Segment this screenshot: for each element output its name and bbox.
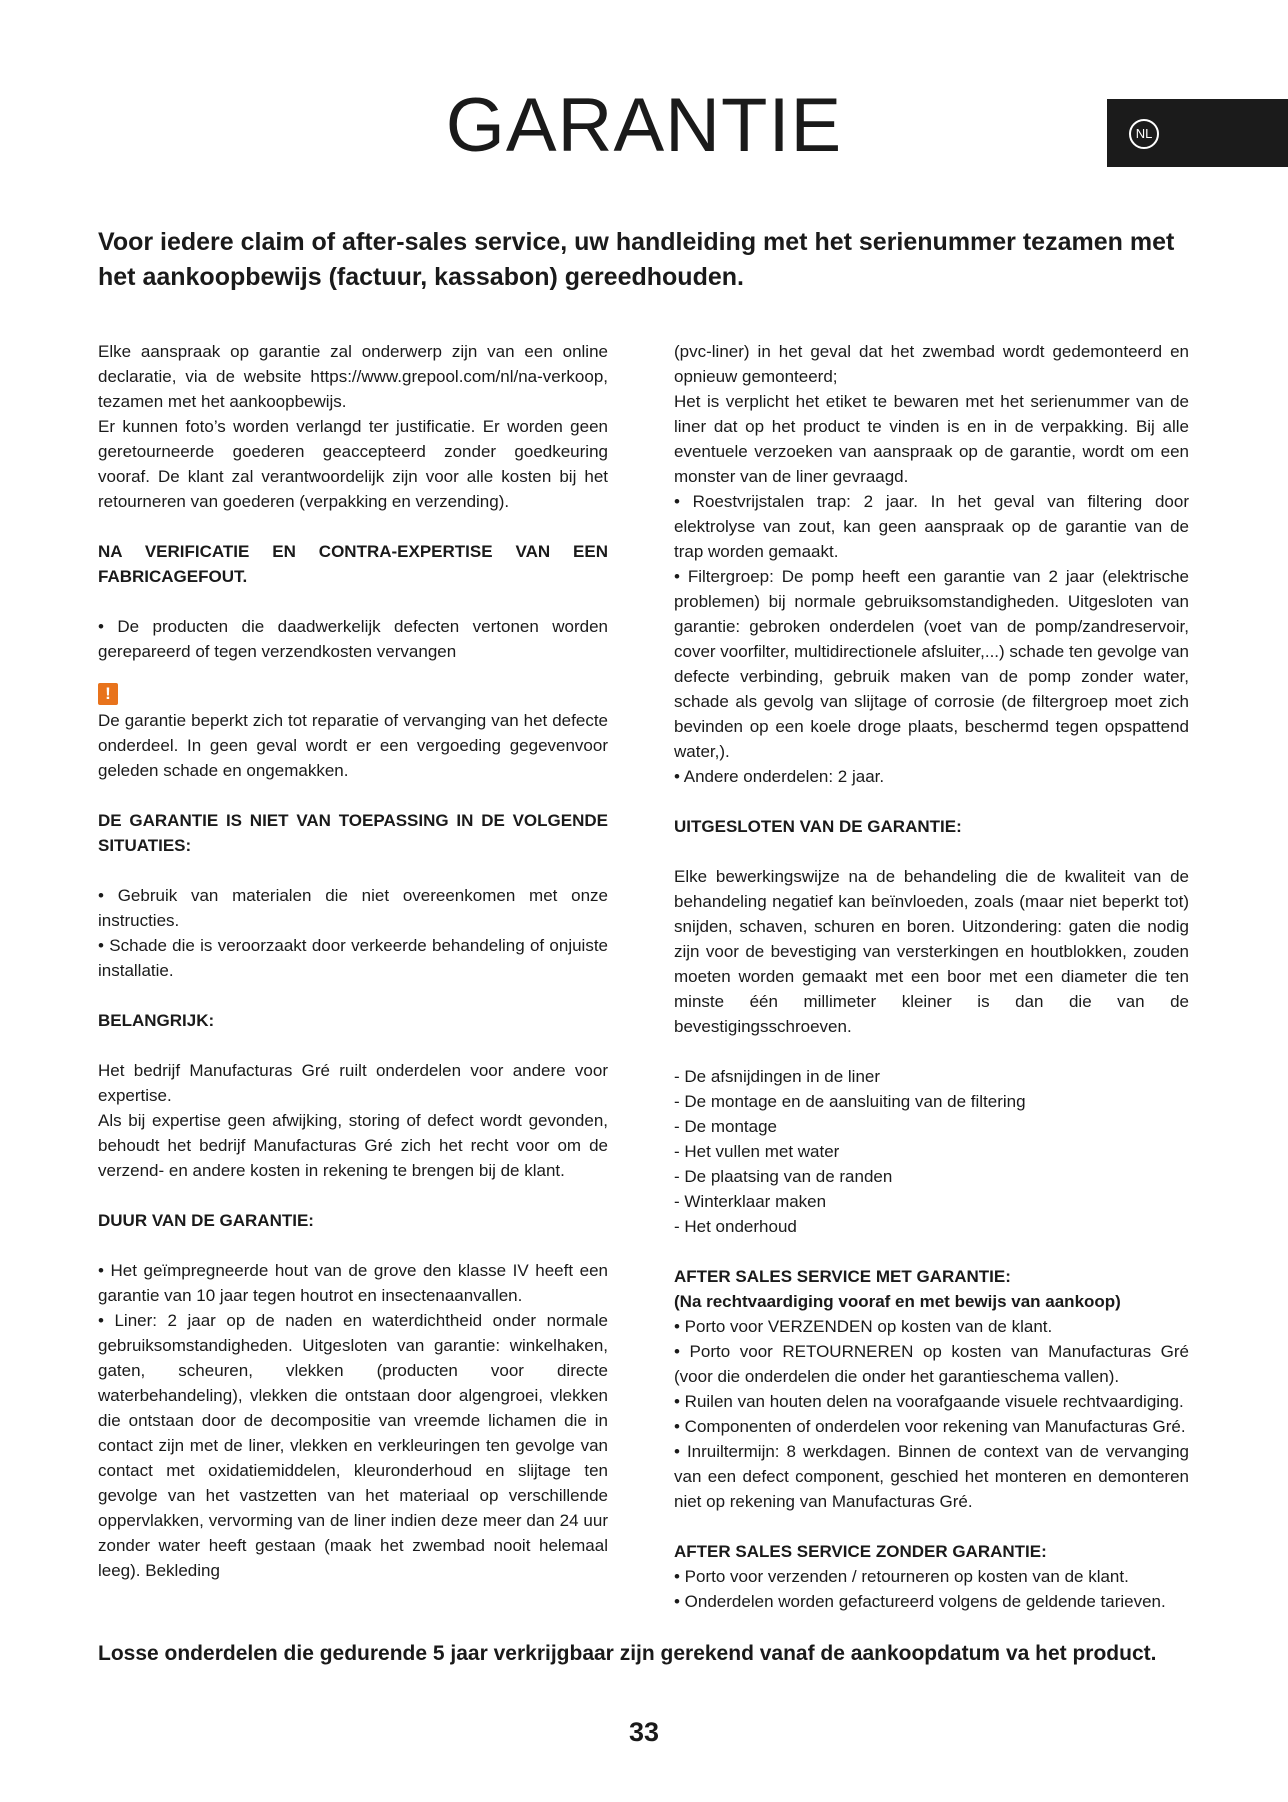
list-item: • Filtergroep: De pomp heeft een garantie van 2 jaar (elektrische problemen) bij normale gebruiksomstandigheden. Uitgesloten van garantie: gebroken onderdelen (voet van de pomp/zandreservoir, cover voorfilter, multidirectionele afsluiter,...) schade ten gevolge van defecte verbinding, gebruik maken van de pomp zonder water, schade als gevolg van slijtage of corrosie (de filtergroep moet zich bevinden op een koele droge plaats, beschermd tegen opspattend water,). [674,567,1189,761]
list-item: • Inruiltermijn: 8 werkdagen. Binnen de context van de vervanging van een defect component, geschied het monteren en demonteren niet op rekening van Manufacturas Gré. [674,1442,1189,1511]
paragraph: (pvc-liner) in het geval dat het zwembad wordt gedemonteerd en opnieuw gemonteerd; [674,342,1189,386]
paragraph: Er kunnen foto’s worden verlangd ter justificatie. Er worden geen geretourneerde goederen geaccepteerd zonder goedkeuring vooraf. De klant zal verantwoordelijk zijn voor alle kosten bij het retourneren van goederen (verpakking en verzending). [98,417,608,511]
paragraph: Als bij expertise geen afwijking, storing of defect wordt gevonden, behoudt het bedrijf Manufacturas Gré zich het recht voor om de verzend- en andere kosten in rekening te brengen bij de klant. [98,1111,608,1180]
section-heading: DUUR VAN DE GARANTIE: [98,1211,314,1230]
section-heading: AFTER SALES SERVICE ZONDER GARANTIE: [674,1542,1047,1561]
list-item: • Roestvrijstalen trap: 2 jaar. In het geval van filtering door elektrolyse van zout, kan geen aanspraak op de garantie van de trap worden gemaakt. [674,492,1189,561]
list-item: - De montage [674,1117,777,1136]
language-tab [1107,99,1288,167]
footer-note: Losse onderdelen die gedurende 5 jaar verkrijgbaar zijn gerekend vanaf de aankoopdatum va het product. [98,1642,1157,1665]
section-heading: AFTER SALES SERVICE MET GARANTIE: [674,1267,1011,1286]
paragraph: Het is verplicht het etiket te bewaren met het serienummer van de liner dat op het product te vinden is en in de verpakking. Bij alle eventuele verzoeken van aanspraak op de garantie, wordt om een monster van de liner gevraagd. [674,392,1189,486]
list-item: • Porto voor RETOURNEREN op kosten van Manufacturas Gré (voor die onderdelen die onder het garantieschema vallen). [674,1342,1189,1386]
language-badge: NL [1129,119,1159,149]
list-item: • Ruilen van houten delen na voorafgaande visuele rechtvaardiging. [674,1392,1184,1411]
list-item: • Componenten of onderdelen voor rekening van Manufacturas Gré. [674,1417,1186,1436]
list-item: • Liner: 2 jaar op de naden en waterdichtheid onder normale gebruiksomstandigheden. Uitgesloten van garantie: winkelhaken, gaten, scheuren, vlekken (producten voor directe waterbehandeling), vlekken die ontstaan door algengroei, vlekken die ontstaan door de decompositie van vreemde lichamen die in contact zijn met de liner, vlekken en verkleuringen ten gevolge van contact met oxidatiemiddelen, kleuronderhoud en slijtage ten gevolge van het vastzetten van het materiaal op verschillende oppervlakken, vervorming van de liner indien deze meer dan 24 uur zonder water heeft gestaan (maak het zwembad nooit helemaal leeg). Bekleding [98,1311,608,1580]
list-item: • Porto voor VERZENDEN op kosten van de klant. [674,1317,1053,1336]
list-item: - De montage en de aansluiting van de filtering [674,1092,1026,1111]
list-item: - Winterklaar maken [674,1192,827,1211]
section-heading: NA VERIFICATIE EN CONTRA-EXPERTISE VAN EEN FABRICAGEFOUT. [98,542,608,586]
section-heading: DE GARANTIE IS NIET VAN TOEPASSING IN DE VOLGENDE SITUATIES: [98,811,608,855]
list-item: - De plaatsing van de randen [674,1167,893,1186]
right-column [674,339,1189,1614]
list-item: • Schade die is veroorzaakt door verkeerde behandeling of onjuiste installatie. [98,936,608,980]
list-item: • Gebruik van materialen die niet overeenkomen met onze instructies. [98,886,608,930]
left-column [98,339,608,1583]
list-item: - Het onderhoud [674,1217,797,1236]
section-subheading: (Na rechtvaardiging vooraf en met bewijs van aankoop) [674,1292,1121,1311]
page-number: 33 [628,1717,660,1747]
page-title: GARANTIE [445,83,843,168]
paragraph: Elke bewerkingswijze na de behandeling die de kwaliteit van de behandeling negatief kan beïnvloeden, zoals (maar niet beperkt tot) snijden, schaven, schuren en boren. Uitzondering: gaten die nodig zijn voor de bevestiging van versterkingen en houtblokken, zouden moeten worden gemaakt met een boor met een diameter die ten minste één millimeter kleiner is dan die van de bevestigingsschroeven. [674,867,1189,1036]
list-item: • Andere onderdelen: 2 jaar. [674,767,885,786]
paragraph: Het bedrijf Manufacturas Gré ruilt onderdelen voor andere voor expertise. [98,1061,608,1105]
list-item: • Porto voor verzenden / retourneren op kosten van de klant. [674,1567,1129,1586]
list-item: - De afsnijdingen in de liner [674,1067,881,1086]
paragraph: Elke aanspraak op garantie zal onderwerp zijn van een online declaratie, via de website https://www.grepool.com/nl/na-verkoop, tezamen met het aankoopbewijs. [98,342,608,411]
section-heading: BELANGRIJK: [98,1011,215,1030]
warning-icon: ! [98,683,118,705]
list-item: • De producten die daadwerkelijk defecten vertonen worden gerepareerd of tegen verzendkosten vervangen [98,617,608,661]
intro-heading: Voor iedere claim of after-sales service, uw handleiding met het serienummer tezamen met het aankoopbewijs (factuur, kassabon) gereedhouden. [98,228,1175,291]
list-item: • Het geïmpregneerde hout van de grove den klasse IV heeft een garantie van 10 jaar tegen houtrot en insectenaanvallen. [98,1261,608,1305]
warning-text: De garantie beperkt zich tot reparatie of vervanging van het defecte onderdeel. In geen geval wordt er een vergoeding gegevenvoor geleden schade en ongemakken. [98,711,608,780]
section-heading: UITGESLOTEN VAN DE GARANTIE: [674,817,962,836]
list-item: • Onderdelen worden gefactureerd volgens de geldende tarieven. [674,1592,1166,1611]
list-item: - Het vullen met water [674,1142,840,1161]
